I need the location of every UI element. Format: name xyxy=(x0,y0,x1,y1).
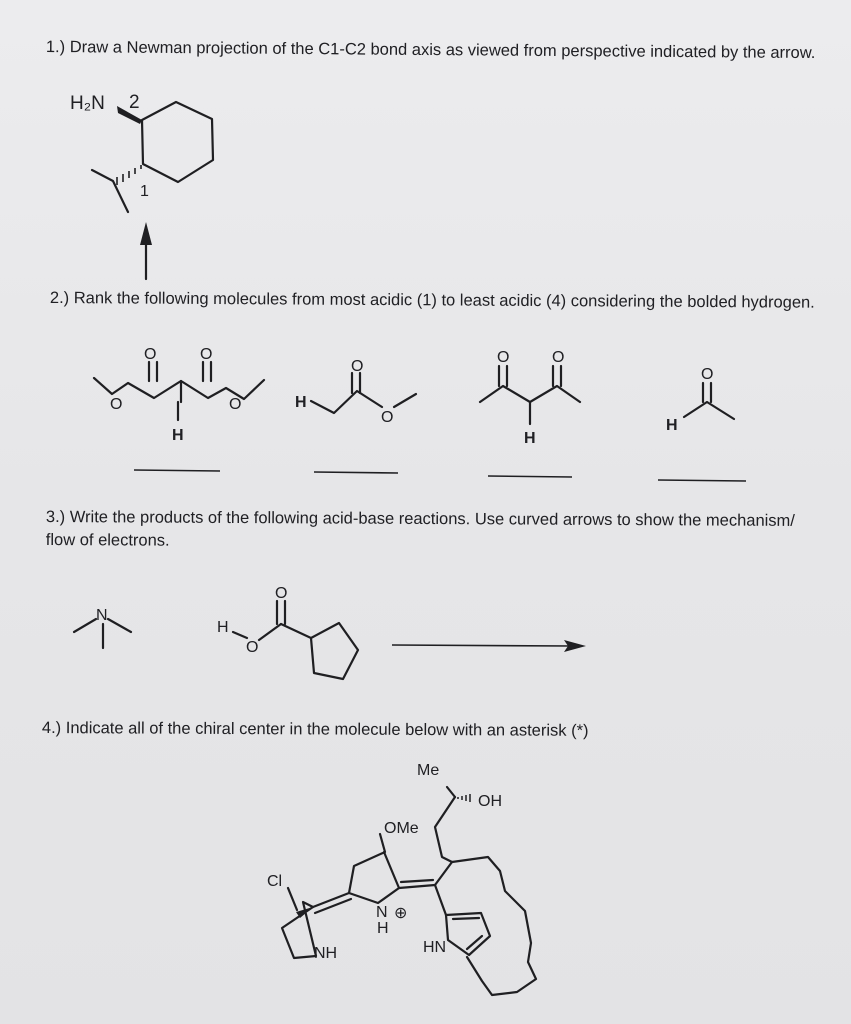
view-arrow-head xyxy=(140,222,152,245)
hydroxyl-label: OH xyxy=(478,793,502,810)
q1-molecule xyxy=(70,92,213,279)
q2-molecule-b xyxy=(295,358,416,426)
q2-molecule-a xyxy=(94,346,264,444)
q3-amine-base xyxy=(74,607,131,648)
mol-a-bold-hydrogen: H xyxy=(172,427,184,444)
mol-a-oxygen-4: O xyxy=(229,396,242,413)
answer-blank-b xyxy=(314,472,398,473)
iminium-hydrogen: H xyxy=(377,920,389,937)
q3-reaction-arrow xyxy=(392,640,586,652)
mol-c-oxygen-2: O xyxy=(552,349,565,366)
positive-charge: ⊕ xyxy=(394,905,408,922)
question-4-text: 4.) Indicate all of the chiral center in the molecule below with an asterisk (*) xyxy=(41,719,589,740)
chlorine-label: Cl xyxy=(267,873,283,890)
mol-a-oxygen-1: O xyxy=(144,346,157,363)
amine-nitrogen: N xyxy=(96,607,108,624)
mol-b-oxygen-2: O xyxy=(381,409,394,426)
methyl-label: Me xyxy=(417,762,440,779)
acid-hydrogen: H xyxy=(217,619,229,636)
carbon-2-label: 2 xyxy=(129,92,140,113)
acid-oxygen-hydroxyl: O xyxy=(246,639,259,656)
answer-blank-a xyxy=(134,470,220,471)
question-3-text: 3.) Write the products of the following acid-base reactions. Use curved arrows to show the mechanism/ flow of electrons. xyxy=(45,507,795,550)
q3-carboxylic-acid xyxy=(217,585,358,679)
q4-molecule xyxy=(267,762,536,995)
question-1-text: 1.) Draw a Newman projection of the C1-C2 bond axis as viewed from perspective indicated by the arrow. xyxy=(45,37,816,63)
q2-molecule-c xyxy=(480,349,580,447)
methoxy-label: OMe xyxy=(384,820,419,837)
hn-label: HN xyxy=(423,939,447,956)
mol-d-bold-hydrogen: H xyxy=(666,417,678,434)
mol-b-bold-hydrogen: H xyxy=(295,394,307,411)
carbon-1-label: 1 xyxy=(140,183,149,200)
mol-c-bold-hydrogen: H xyxy=(524,430,536,447)
mol-a-oxygen-2: O xyxy=(200,346,213,363)
mol-b-oxygen-1: O xyxy=(351,358,364,375)
answer-blank-d xyxy=(658,480,746,481)
q2-molecule-d xyxy=(666,366,734,434)
mol-c-oxygen-1: O xyxy=(497,349,510,366)
nh-label: NH xyxy=(314,945,338,962)
amine-label: H₂N xyxy=(70,93,105,114)
mol-a-oxygen-3: O xyxy=(110,396,123,413)
mol-d-oxygen: O xyxy=(701,366,714,383)
iminium-nitrogen: N xyxy=(376,904,388,921)
cyclohexane-ring xyxy=(142,102,213,182)
answer-blank-c xyxy=(488,476,572,477)
acid-oxygen-carbonyl: O xyxy=(275,585,288,602)
isopropyl-dash-bond xyxy=(117,165,141,185)
question-2-text: 2.) Rank the following molecules from most acidic (1) to least acidic (4) considering the bolded hydrogen. xyxy=(49,288,815,312)
